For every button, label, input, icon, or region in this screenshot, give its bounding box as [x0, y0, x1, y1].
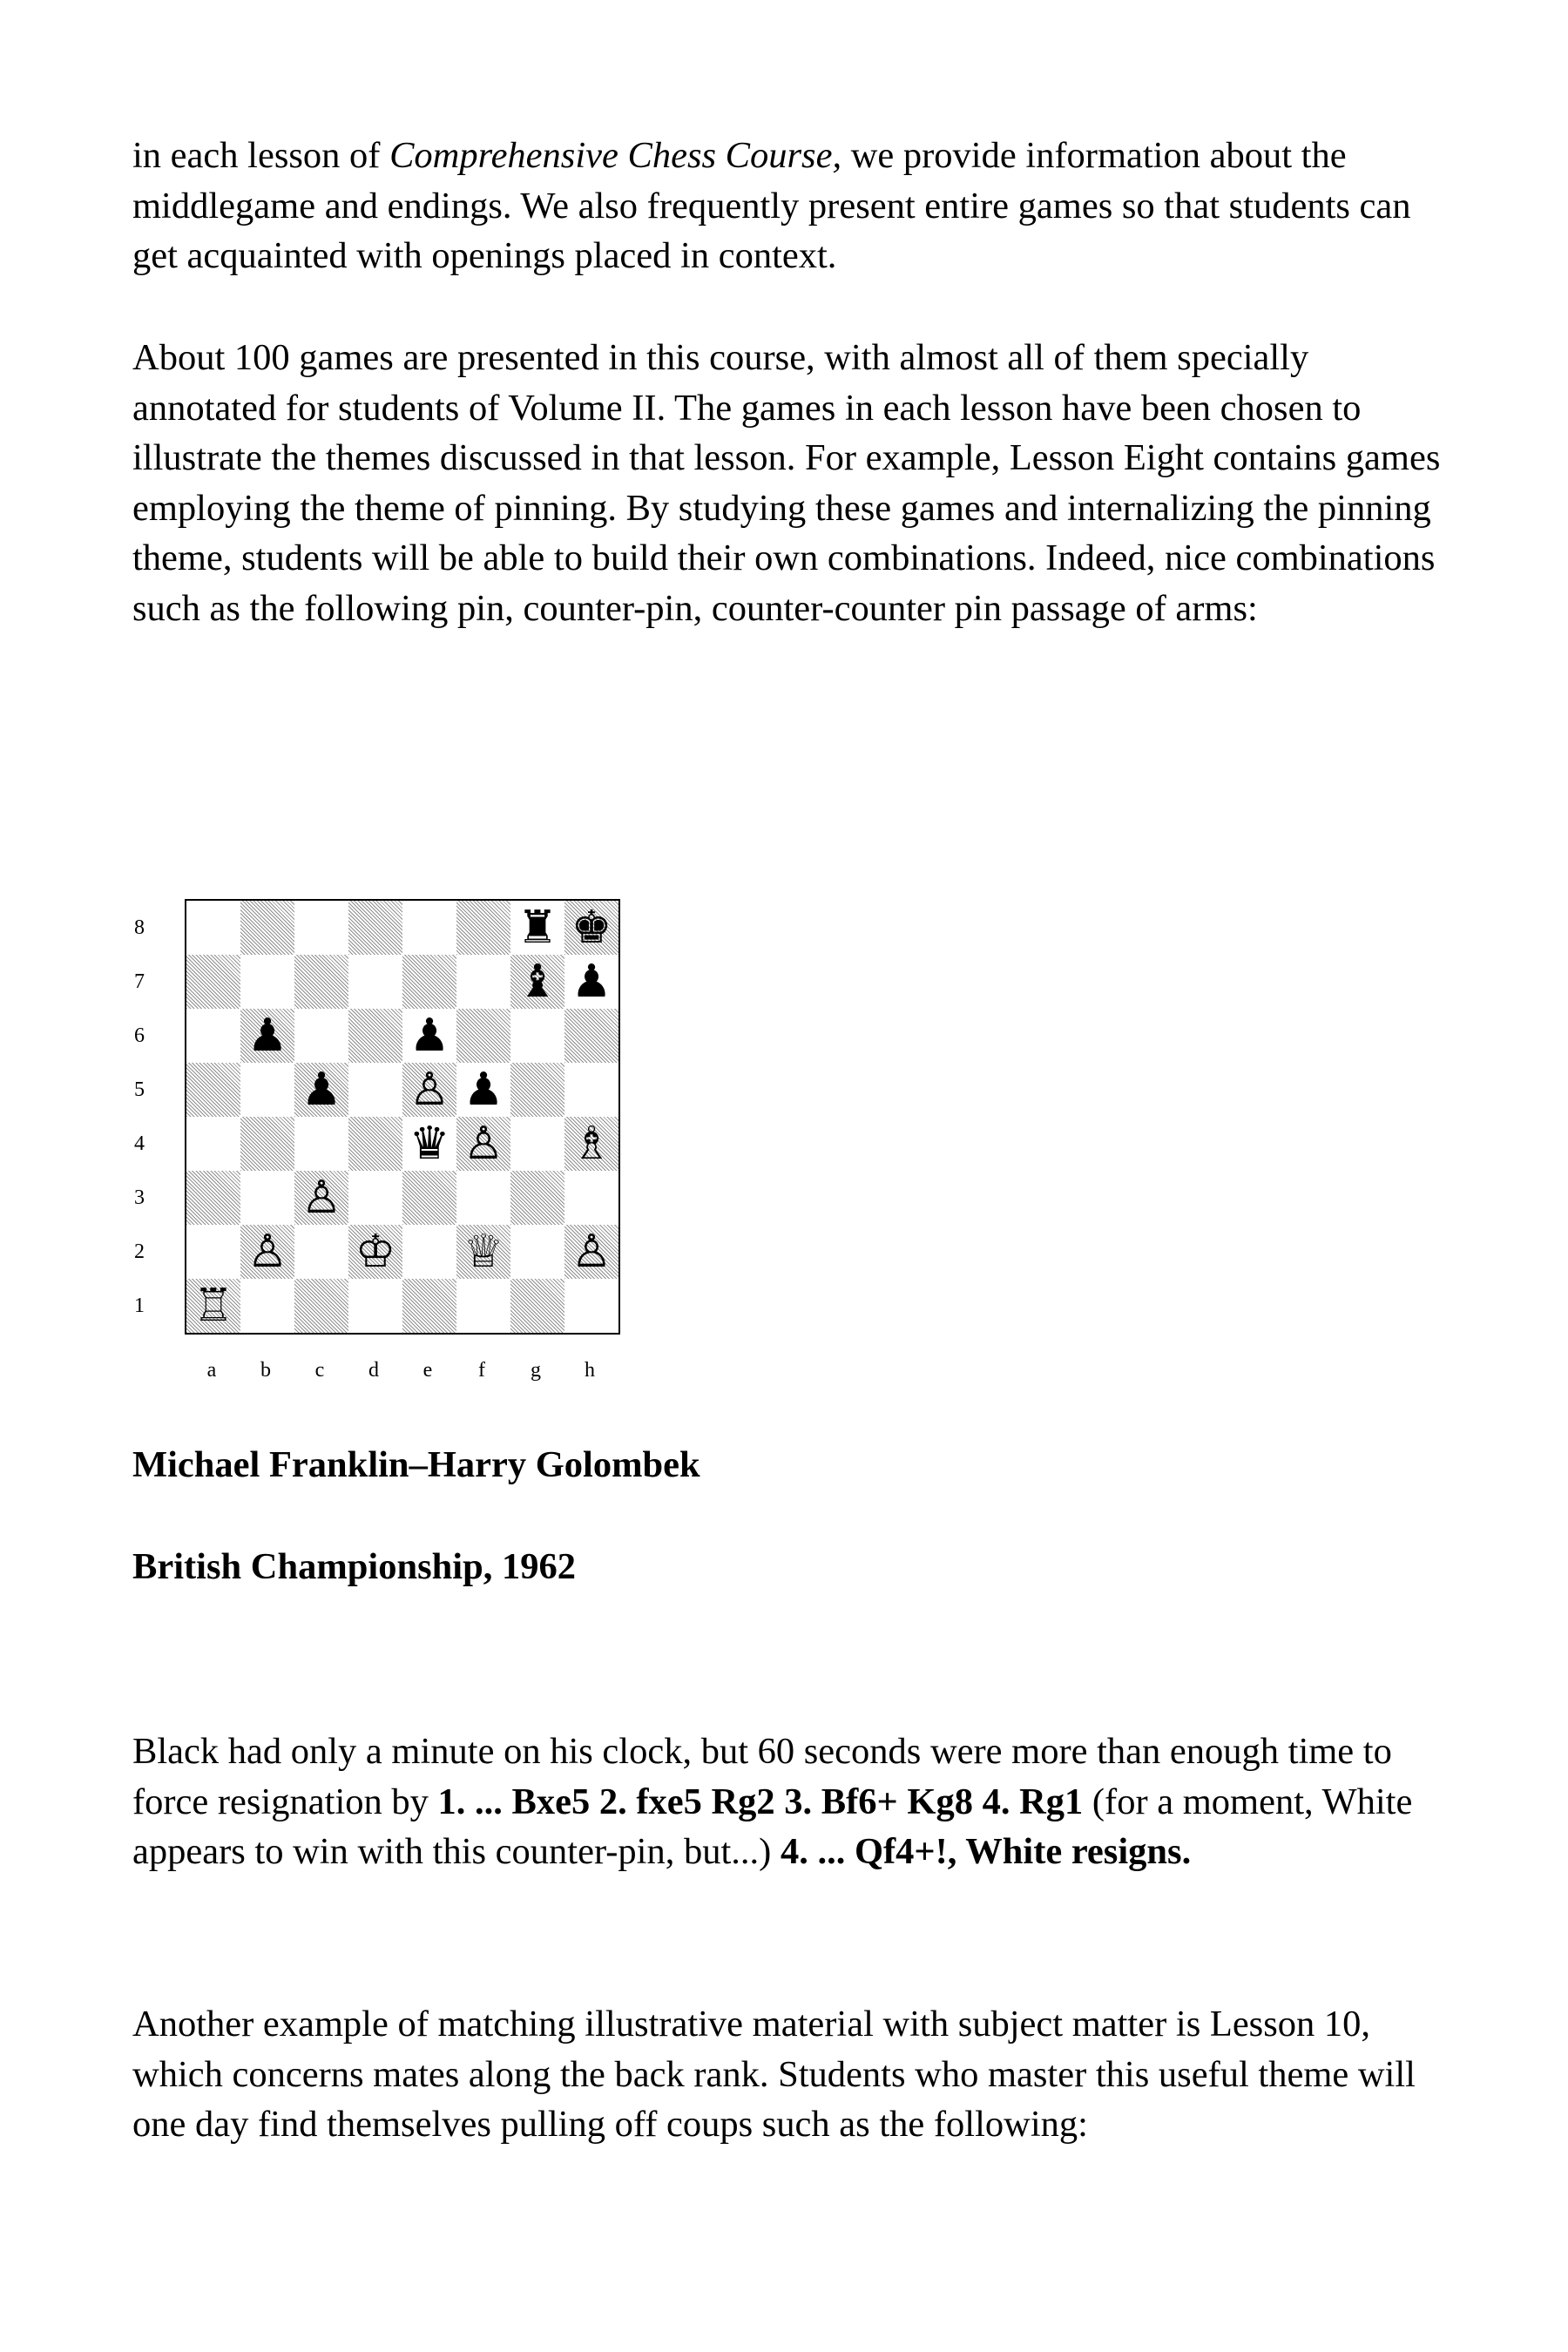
- square-d3: [348, 1171, 402, 1225]
- square-h6: [564, 1009, 618, 1063]
- square-d7: [348, 955, 402, 1009]
- square-b6: [240, 1009, 294, 1063]
- square-f8: [456, 901, 510, 955]
- piece-d2: ♔: [355, 1226, 396, 1278]
- file-label-b: b: [260, 1359, 271, 1382]
- square-b7: [240, 955, 294, 1009]
- rank-label-6: 6: [134, 1024, 145, 1047]
- piece-e6: ♟: [409, 1010, 450, 1062]
- square-b3: [240, 1171, 294, 1225]
- square-a7: [186, 955, 240, 1009]
- square-f6: [456, 1009, 510, 1063]
- rank-label-4: 4: [134, 1132, 145, 1155]
- square-a1: [186, 1279, 240, 1333]
- piece-h7: ♟: [571, 956, 612, 1008]
- square-e8: [402, 901, 456, 955]
- square-c7: [294, 955, 348, 1009]
- square-d6: [348, 1009, 402, 1063]
- square-c8: [294, 901, 348, 955]
- rank-label-2: 2: [134, 1240, 145, 1263]
- piece-h8: ♚: [571, 902, 612, 954]
- square-e3: [402, 1171, 456, 1225]
- piece-g7: ♝: [517, 956, 558, 1008]
- moves-bold-1: 1. ... Bxe5 2. fxe5 Rg2 3. Bf6+ Kg8 4. Rg1: [437, 1781, 1084, 1822]
- piece-h4: ♗: [571, 1118, 612, 1170]
- file-label-e: e: [422, 1359, 433, 1382]
- square-b5: [240, 1063, 294, 1117]
- piece-f2: ♕: [463, 1226, 504, 1278]
- file-labels: [185, 1357, 620, 1383]
- square-h1: [564, 1279, 618, 1333]
- square-c1: [294, 1279, 348, 1333]
- moves-bold-2: 4. ... Qf4+!, White resigns.: [780, 1831, 1192, 1872]
- square-g2: [510, 1225, 564, 1279]
- games-paragraph: About 100 games are presented in this course, with almost all of them specially annotated for students of Volume II. The games in each lesson have been chosen to illustrate the themes discussed in that lesson. For example, Lesson Eight contains games employing the theme of pinning. By studying these games and internalizing the pinning theme, students will be able to build their own combinations. Indeed, nice combinations such as the following pin, counter-pin, counter-counter pin passage of arms:: [132, 337, 1441, 629]
- intro-text-b: we provide information about the middlegame and endings. We also frequently present entire games so that students can get acquainted with openings placed in context.: [132, 135, 1411, 276]
- rank-label-7: 7: [134, 970, 145, 993]
- piece-c3: ♙: [301, 1172, 342, 1224]
- intro-text-a: in each lesson of: [132, 135, 390, 176]
- square-h4: [564, 1117, 618, 1171]
- square-b8: [240, 901, 294, 955]
- square-d2: [348, 1225, 402, 1279]
- square-c2: [294, 1225, 348, 1279]
- square-a3: [186, 1171, 240, 1225]
- square-h3: [564, 1171, 618, 1225]
- square-d5: [348, 1063, 402, 1117]
- rank-label-8: 8: [134, 916, 145, 939]
- square-f5: [456, 1063, 510, 1117]
- back-rank-paragraph: Another example of matching illustrative material with subject matter is Lesson 10, which concerns mates along the back rank. Students who master this useful theme will one day find themselves pulling off coups such as the following:: [132, 2004, 1416, 2145]
- square-c5: [294, 1063, 348, 1117]
- course-title: Comprehensive Chess Course,: [389, 135, 842, 176]
- square-e4: [402, 1117, 456, 1171]
- rank-label-3: 3: [134, 1186, 145, 1209]
- square-f3: [456, 1171, 510, 1225]
- square-b4: [240, 1117, 294, 1171]
- square-e2: [402, 1225, 456, 1279]
- square-a8: [186, 901, 240, 955]
- square-e5: [402, 1063, 456, 1117]
- square-c4: [294, 1117, 348, 1171]
- square-h5: [564, 1063, 618, 1117]
- square-e7: [402, 955, 456, 1009]
- square-h8: [564, 901, 618, 955]
- square-a2: [186, 1225, 240, 1279]
- commentary-text-a: Black had only a minute on his clock, but 60 seconds were more than enough time to force resignation by: [132, 1731, 1392, 1822]
- piece-b6: ♟: [247, 1010, 288, 1062]
- square-g6: [510, 1009, 564, 1063]
- square-g3: [510, 1171, 564, 1225]
- file-label-g: g: [531, 1359, 541, 1382]
- chess-diagram: [122, 889, 645, 1394]
- square-g8: [510, 901, 564, 955]
- square-g1: [510, 1279, 564, 1333]
- file-label-c: c: [314, 1359, 325, 1382]
- square-a4: [186, 1117, 240, 1171]
- file-label-d: d: [368, 1359, 379, 1382]
- square-b1: [240, 1279, 294, 1333]
- square-a6: [186, 1009, 240, 1063]
- square-e1: [402, 1279, 456, 1333]
- square-f1: [456, 1279, 510, 1333]
- game-players: Michael Franklin–Harry Golombek: [132, 1444, 700, 1485]
- file-label-a: a: [206, 1359, 217, 1382]
- commentary-text-c: (for a moment, White appears to win with this counter-pin, but...): [132, 1781, 1413, 1872]
- square-d8: [348, 901, 402, 955]
- square-h7: [564, 955, 618, 1009]
- square-f7: [456, 955, 510, 1009]
- rank-label-1: 1: [134, 1294, 145, 1317]
- piece-f5: ♟: [463, 1064, 504, 1116]
- piece-e4: ♛: [409, 1118, 450, 1170]
- square-b2: [240, 1225, 294, 1279]
- piece-h2: ♙: [571, 1226, 612, 1278]
- square-g7: [510, 955, 564, 1009]
- square-h2: [564, 1225, 618, 1279]
- rank-label-5: 5: [134, 1078, 145, 1101]
- file-label-h: h: [585, 1359, 595, 1382]
- square-g5: [510, 1063, 564, 1117]
- square-d4: [348, 1117, 402, 1171]
- square-c3: [294, 1171, 348, 1225]
- file-label-f: f: [478, 1359, 485, 1382]
- square-d1: [348, 1279, 402, 1333]
- piece-b2: ♙: [247, 1226, 288, 1278]
- square-f2: [456, 1225, 510, 1279]
- piece-e5: ♙: [409, 1064, 450, 1116]
- game-event: British Championship, 1962: [132, 1546, 576, 1587]
- piece-c5: ♟: [301, 1064, 342, 1116]
- game-commentary: [132, 1727, 1456, 1877]
- square-f4: [456, 1117, 510, 1171]
- intro-paragraph: [132, 131, 1456, 281]
- square-c6: [294, 1009, 348, 1063]
- square-e6: [402, 1009, 456, 1063]
- chess-board: [185, 899, 620, 1335]
- square-a5: [186, 1063, 240, 1117]
- piece-g8: ♜: [517, 902, 558, 954]
- piece-f4: ♙: [463, 1118, 504, 1170]
- piece-a1: ♖: [193, 1280, 234, 1332]
- square-g4: [510, 1117, 564, 1171]
